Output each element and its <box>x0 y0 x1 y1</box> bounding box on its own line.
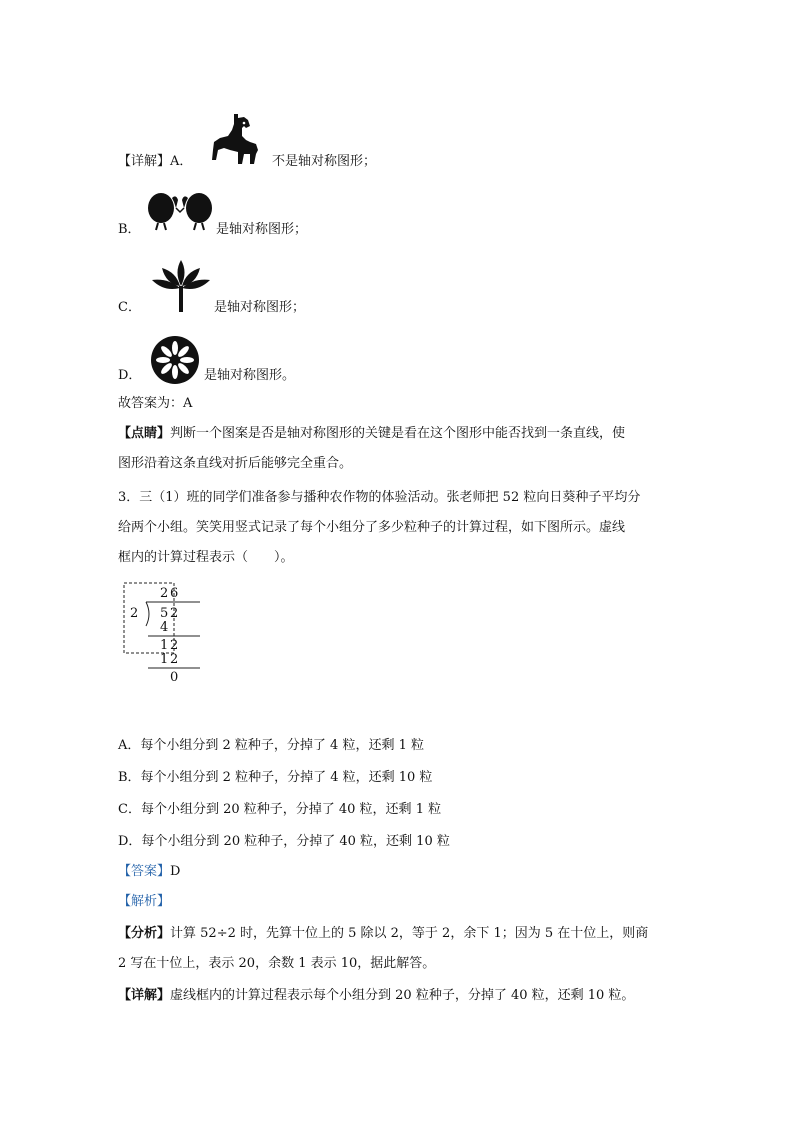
option-d-prefix: D． <box>118 368 142 383</box>
detail3-label: 【详解】 <box>118 988 171 1003</box>
step1-product: 4 <box>160 620 169 635</box>
lotus-icon <box>150 258 212 314</box>
dianjing-line1 <box>118 424 625 444</box>
dividend-ones: 2 <box>170 606 179 621</box>
dividend-tens: 5 <box>160 606 169 621</box>
option-b: B．每个小组分到 2 粒种子，分掉了 4 粒，还剩 10 粒 <box>118 770 433 785</box>
option-a: A．每个小组分到 2 粒种子，分掉了 4 粒，还剩 1 粒 <box>118 738 424 753</box>
detail-line-a <box>118 152 192 172</box>
option-a-text: 不是轴对称图形； <box>272 154 377 169</box>
analysis-text1: 计算 52÷2 时，先算十位上的 5 除以 2，等于 2，余下 1；因为 5 在十位上，则商 <box>170 926 649 941</box>
divisor: 2 <box>130 606 139 621</box>
option-c: C．每个小组分到 20 粒种子，分掉了 40 粒，还剩 1 粒 <box>118 802 442 817</box>
option-c-text: 是轴对称图形； <box>214 300 306 315</box>
analysis-line1 <box>118 924 648 944</box>
detail-label: 【详解】 <box>118 154 171 169</box>
analysis-line2: 2 写在十位上，表示 20，余数 1 表示 10，据此解答。 <box>118 956 436 971</box>
question3-line2: 给两个小组。笑笑用竖式记录了每个小组分了多少粒种子的计算过程，如下图所示。虚线 <box>118 520 626 535</box>
answer3-line <box>118 862 180 882</box>
question3-line1: 3．三（1）班的同学们准备参与播种农作物的体验活动。张老师把 52 粒向日葵种子平均分 <box>118 490 641 505</box>
answer-line: 故答案为：A <box>118 396 193 411</box>
birds-icon <box>146 190 214 232</box>
option-c-prefix: C． <box>118 300 141 315</box>
jiexi-label: 【解析】 <box>118 894 171 909</box>
quotient-ones: 6 <box>170 586 179 601</box>
answer3-label: 【答案】 <box>118 864 171 879</box>
option-a-prefix: A． <box>170 154 193 169</box>
answer3-value: D <box>170 864 181 879</box>
step2-tens: 1 <box>160 652 169 667</box>
step2-ones: 2 <box>170 652 179 667</box>
dianjing-label: 【点睛】 <box>118 426 171 441</box>
option-b-text: 是轴对称图形； <box>216 222 308 237</box>
detail3-text: 虚线框内的计算过程表示每个小组分到 20 粒种子，分掉了 40 粒，还剩 10 粒。 <box>170 988 635 1003</box>
option-b-prefix: B． <box>118 222 141 237</box>
quotient-tens: 2 <box>160 586 169 601</box>
dianjing-line2: 图形沿着这条直线对折后能够完全重合。 <box>118 456 353 471</box>
remainder-ones: 2 <box>170 638 179 653</box>
giraffe-icon <box>210 112 262 166</box>
remainder-tens: 1 <box>160 638 169 653</box>
dianjing-text1: 判断一个图案是否是轴对称图形的关键是看在这个图形中能否找到一条直线，使 <box>170 426 626 441</box>
option-d-text: 是轴对称图形。 <box>204 368 296 383</box>
option-d: D．每个小组分到 20 粒种子，分掉了 40 粒，还剩 10 粒 <box>118 834 450 849</box>
long-division-figure <box>118 580 208 690</box>
analysis-label: 【分析】 <box>118 926 171 941</box>
flower-disc-icon <box>148 334 202 386</box>
final-remainder: 0 <box>170 670 179 685</box>
detail3-line <box>118 986 634 1006</box>
question3-line3: 框内的计算过程表示（ ）。 <box>118 550 294 565</box>
